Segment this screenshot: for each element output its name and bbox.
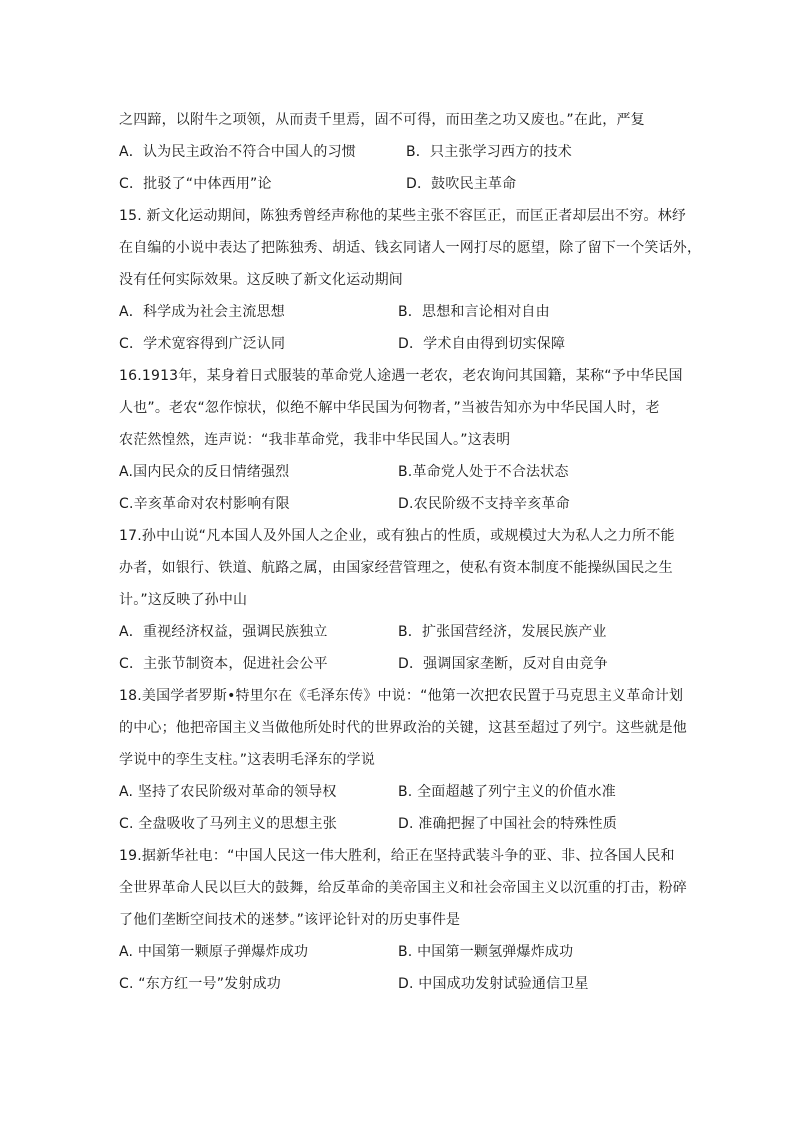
- q19-option-a: A. 中国第一颗原子弹爆炸成功: [119, 944, 309, 960]
- q19-option-b: B. 中国第一颗氢弹爆炸成功: [398, 944, 574, 960]
- q19-option-c: C. “东方红一号”发射成功: [119, 976, 281, 992]
- q19-option-d: D. 中国成功发射试验通信卫星: [398, 976, 589, 992]
- q17-option-b: B．扩张国营经济，发展民族产业: [398, 624, 607, 640]
- q16-stem-line: 农茫然惶然，连声说：“我非革命党，我非中华民国人。”这表明: [119, 432, 511, 448]
- q17-stem-line: 计。”这反映了孙中山: [119, 592, 248, 608]
- q14-stem-line: 之四蹄，以附牛之项领，从而责千里焉，固不可得，而田垄之功又废也。”在此，严复: [119, 112, 645, 128]
- q16-option-d: D.农民阶级不支持辛亥革命: [398, 496, 570, 512]
- q15-stem-line: 15. 新文化运动期间，陈独秀曾经声称他的某些主张不容匡正，而匡正者却层出不穷。林纾: [119, 208, 687, 224]
- q18-option-a: A. 坚持了农民阶级对革命的领导权: [119, 784, 337, 800]
- q17-option-d: D．强调国家垄断，反对自由竞争: [398, 656, 608, 672]
- q15-option-c: C．学术宽容得到广泛认同: [119, 336, 286, 352]
- q17-stem-line: 17.孙中山说“凡本国人及外国人之企业，或有独占的性质，或规模过大为私人之力所不能: [119, 528, 675, 544]
- q15-option-b: B．思想和言论相对自由: [398, 304, 550, 320]
- q17-stem-line: 办者，如银行、铁道、航路之属，由国家经营管理之，使私有资本制度不能操纵国民之生: [119, 560, 673, 576]
- q14-option-b: B．只主张学习西方的技术: [406, 144, 573, 160]
- q18-stem-line: 学说中的孪生支柱。”这表明毛泽东的学说: [119, 752, 376, 768]
- q14-option-a: A．认为民主政治不符合中国人的习惯: [119, 144, 356, 160]
- q17-option-a: A．重视经济权益，强调民族独立: [119, 624, 328, 640]
- q18-stem-line: 的中心；他把帝国主义当做他所处时代的世界政治的关键，这甚至超过了列宁。这些就是他: [119, 720, 687, 736]
- q15-stem-line: 没有任何实际效果。这反映了新文化运动期间: [119, 272, 403, 288]
- q16-stem-line: 16.1913年，某身着日式服装的革命党人途遇一老农，老农询问其国籍，某称“予中华民国: [119, 368, 683, 384]
- q15-stem-line: 在自编的小说中表达了把陈独秀、胡适、钱玄同诸人一网打尽的愿望，除了留下一个笑话外，: [119, 240, 702, 256]
- q16-option-b: B.革命党人处于不合法状态: [398, 464, 569, 480]
- q16-option-c: C.辛亥革命对农村影响有限: [119, 496, 290, 512]
- q19-stem-line: 19.据新华社电：“中国人民这一伟大胜利，给正在坚持武装斗争的亚、非、拉各国人民和: [119, 848, 675, 864]
- q18-stem-line: 18.美国学者罗斯•特里尔在《毛泽东传》中说：“他第一次把农民置于马克思主义革命计划: [119, 688, 684, 704]
- q15-option-d: D．学术自由得到切实保障: [398, 336, 566, 352]
- q16-option-a: A.国内民众的反日情绪强烈: [119, 464, 290, 480]
- q18-option-b: B. 全面超越了列宁主义的价值水准: [398, 784, 616, 800]
- q14-option-c: C．批驳了“中体西用”论: [119, 176, 272, 192]
- q19-stem-line: 全世界革命人民以巨大的鼓舞，给反革命的美帝国主义和社会帝国主义以沉重的打击，粉碎: [119, 880, 687, 896]
- q18-option-c: C. 全盘吸收了马列主义的思想主张: [119, 816, 338, 832]
- q16-stem-line: 人也”。老农“忽作惊状，似绝不解中华民国为何物者，”当被告知亦为中华民国人时，老: [119, 400, 660, 416]
- q19-stem-line: 了他们垄断空间技术的迷梦。”该评论针对的历史事件是: [119, 912, 461, 928]
- q18-option-d: D. 准确把握了中国社会的特殊性质: [398, 816, 618, 832]
- q17-option-c: C．主张节制资本，促进社会公平: [119, 656, 328, 672]
- q14-option-d: D．鼓吹民主革命: [406, 176, 517, 192]
- q15-option-a: A．科学成为社会主流思想: [119, 304, 285, 320]
